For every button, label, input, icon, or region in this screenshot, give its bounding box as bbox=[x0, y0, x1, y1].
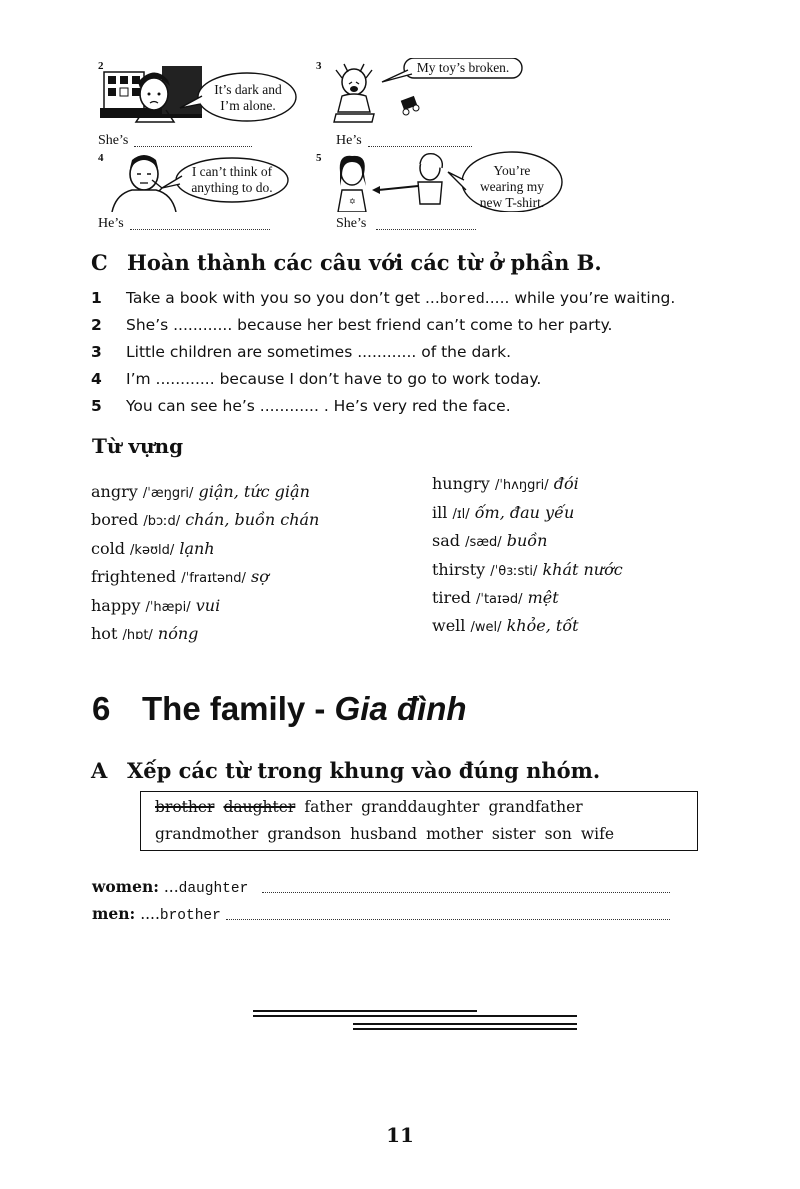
word-box-row bbox=[155, 798, 592, 816]
page-number: 11 bbox=[386, 1123, 414, 1147]
item-text[interactable]: Take a book with you so you don’t get ...bored..... while you’re waiting. bbox=[126, 289, 676, 308]
answer-blank[interactable] bbox=[368, 146, 472, 147]
item-number: 4 bbox=[91, 370, 102, 388]
item-number: 3 bbox=[91, 343, 102, 361]
answer-blank[interactable] bbox=[376, 229, 476, 230]
word-chip[interactable]: father bbox=[304, 798, 353, 816]
picture-4 bbox=[92, 150, 312, 232]
item-number: 5 bbox=[91, 397, 102, 415]
word-chip[interactable]: granddaughter bbox=[361, 798, 480, 816]
speech-bubble-text: My toy’s broken. bbox=[416, 60, 510, 75]
handwritten-answer: brother bbox=[159, 908, 221, 924]
unit-title-text: The family - Gia đình bbox=[142, 690, 467, 727]
fill-prompt: He’s bbox=[336, 133, 362, 148]
vocab-entry: tired /ˈtaɪəd/ mệt bbox=[432, 588, 559, 607]
vocab-entry: happy /ˈhæpi/ vui bbox=[91, 596, 221, 615]
section-letter: C bbox=[91, 250, 108, 275]
word-box-row bbox=[155, 825, 623, 843]
group-women: women: ...daughter bbox=[92, 877, 249, 897]
divider-line bbox=[253, 1015, 577, 1017]
word-chip[interactable]: wife bbox=[580, 825, 614, 843]
vocab-entry: hungry /ˈhʌŋgri/ đói bbox=[432, 474, 579, 493]
picture-3 bbox=[312, 58, 552, 148]
speech-bubble-text: I can’t think of anything to do. bbox=[191, 164, 273, 195]
picture-number: 3 bbox=[316, 60, 322, 72]
vocabulary-heading: Từ vựng bbox=[92, 434, 184, 458]
vocab-entry: angry /ˈæŋgri/ giận, tức giận bbox=[91, 482, 310, 501]
item-text[interactable]: You can see he’s ............ . He’s very red the face. bbox=[126, 397, 511, 415]
picture-2 bbox=[92, 58, 312, 148]
divider-line bbox=[253, 1010, 477, 1012]
section-title: Hoàn thành các câu với các từ ở phần B. bbox=[127, 250, 602, 275]
vocab-entry: frightened /ˈfraɪtənd/ sợ bbox=[91, 567, 269, 586]
vocab-entry: well /wel/ khỏe, tốt bbox=[432, 616, 579, 635]
men-answer-line[interactable] bbox=[226, 919, 670, 920]
item-number: 2 bbox=[91, 316, 102, 334]
svg-text:✡: ✡ bbox=[349, 197, 356, 206]
fill-prompt: She’s bbox=[98, 133, 129, 148]
speech-bubble-text: You’re wearing my new T-shirt. bbox=[479, 163, 545, 210]
divider-line bbox=[353, 1023, 577, 1025]
word-chip[interactable]: son bbox=[544, 825, 572, 843]
answer-blank[interactable] bbox=[134, 146, 252, 147]
vocab-entry: thirsty /ˈθɜːsti/ khát nước bbox=[432, 560, 623, 579]
handwritten-answer: daughter bbox=[178, 881, 249, 897]
vocab-entry: bored /bɔːd/ chán, buồn chán bbox=[91, 510, 320, 529]
item-text[interactable]: She’s ............ because her best friend can’t come to her party. bbox=[126, 316, 613, 334]
item-number: 1 bbox=[91, 289, 102, 307]
picture-number: 5 bbox=[316, 152, 322, 164]
group-men: men: ....brother bbox=[92, 904, 221, 924]
word-chip[interactable]: mother bbox=[426, 825, 483, 843]
unit-number: 6 bbox=[92, 690, 111, 727]
word-box bbox=[140, 791, 698, 851]
word-chip[interactable]: sister bbox=[491, 825, 536, 843]
word-chip[interactable]: brother bbox=[155, 798, 215, 816]
picture-number: 4 bbox=[98, 152, 104, 164]
answer-blank[interactable] bbox=[130, 229, 270, 230]
vocab-entry: hot /hɒt/ nóng bbox=[91, 624, 199, 643]
fill-prompt: He’s bbox=[98, 216, 124, 231]
word-chip[interactable]: daughter bbox=[223, 798, 296, 816]
vocab-entry: sad /sæd/ buồn bbox=[432, 531, 548, 550]
item-text[interactable]: Little children are sometimes ............ of the dark. bbox=[126, 343, 512, 361]
word-chip[interactable]: husband bbox=[350, 825, 418, 843]
word-chip[interactable]: grandson bbox=[267, 825, 342, 843]
vocab-entry: ill /ɪl/ ốm, đau yếu bbox=[432, 503, 575, 522]
word-chip[interactable]: grandmother bbox=[155, 825, 259, 843]
fill-prompt: She’s bbox=[336, 216, 367, 231]
section-title: Xếp các từ trong khung vào đúng nhóm. bbox=[127, 758, 601, 783]
section-letter: A bbox=[91, 758, 108, 783]
speech-bubble-text: It’s dark and I’m alone. bbox=[214, 82, 282, 113]
item-text[interactable]: I’m ............ because I don’t have to go to work today. bbox=[126, 370, 542, 388]
handwritten-answer: bored bbox=[439, 291, 485, 308]
picture-number: 2 bbox=[98, 60, 104, 72]
divider-line bbox=[353, 1028, 577, 1030]
women-answer-line[interactable] bbox=[262, 892, 670, 893]
word-chip[interactable]: grandfather bbox=[488, 798, 583, 816]
picture-5 bbox=[312, 150, 572, 232]
vocab-entry: cold /kəʊld/ lạnh bbox=[91, 539, 215, 558]
